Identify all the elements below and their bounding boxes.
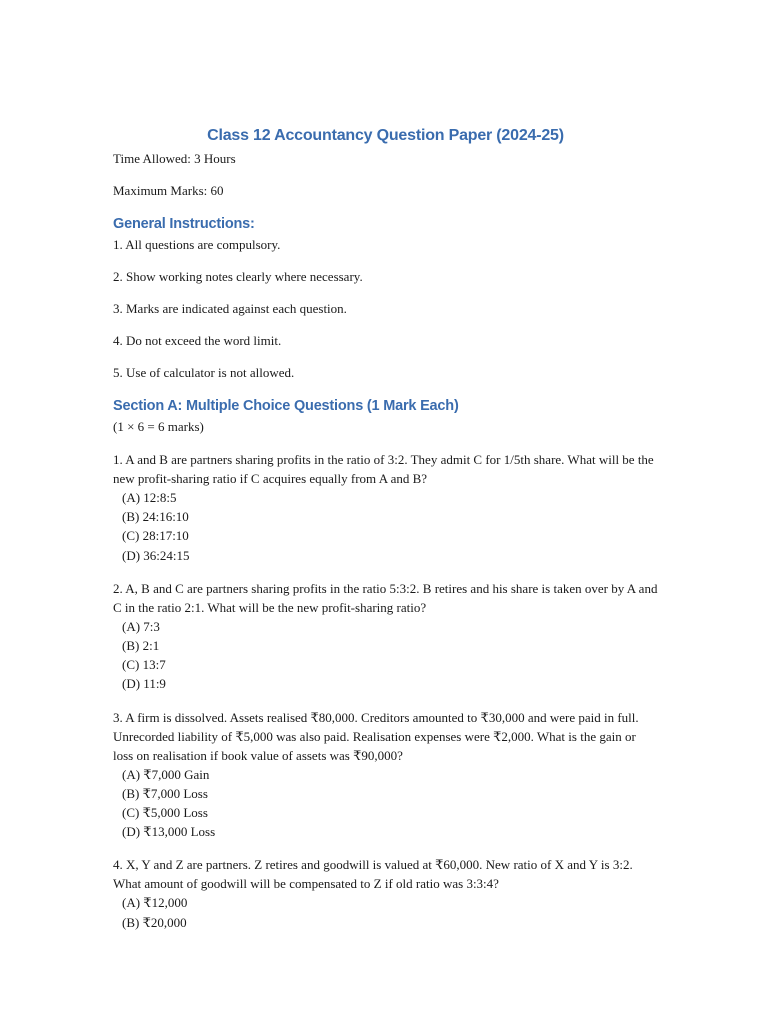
option-c: (C) 13:7 [122, 657, 166, 673]
options-list [113, 488, 658, 565]
maximum-marks: Maximum Marks: 60 [113, 183, 224, 198]
question-text: 4. X, Y and Z are partners. Z retires and goodwill is valued at ₹60,000. New ratio of X and Y is 3:2. What amount of goodwill will be compensated to Z if old ratio was 3:3:4? [113, 857, 633, 892]
question-4 [113, 855, 658, 931]
option-b: (B) 2:1 [122, 638, 160, 654]
option-a: (A) 12:8:5 [122, 490, 177, 505]
options-list [113, 617, 658, 694]
question-text: 2. A, B and C are partners sharing profits in the ratio 5:3:2. B retires and his share is taken over by A and C in the ratio 2:1. What will be the new profit-sharing ratio? [113, 580, 658, 615]
general-instructions-heading: General Instructions: [113, 216, 255, 232]
option-a: (A) ₹7,000 Gain [122, 766, 210, 782]
instruction-item: 5. Use of calculator is not allowed. [113, 365, 295, 380]
options-list [113, 893, 658, 931]
option-d: (D) 36:24:15 [122, 547, 190, 563]
option-b: (B) ₹7,000 Loss [122, 785, 208, 801]
question-text: 1. A and B are partners sharing profits in the ratio of 3:2. They admit C for 1/5th share. What will be the new profit-sharing ratio if C acquires equally from A and B? [113, 452, 654, 486]
option-c: (C) ₹5,000 Loss [122, 805, 208, 821]
question-2 [113, 579, 658, 694]
question-3 [113, 708, 658, 842]
option-d: (D) ₹13,000 Loss [122, 824, 216, 840]
instructions-list [113, 236, 658, 382]
option-b: (B) ₹20,000 [122, 914, 187, 930]
time-allowed: Time Allowed: 3 Hours [113, 151, 236, 166]
option-d: (D) 11:9 [122, 676, 166, 692]
section-a-marks: (1 × 6 = 6 marks) [113, 419, 204, 434]
paper-title: Class 12 Accountancy Question Paper (2024-25) [207, 127, 564, 144]
instruction-item: 1. All questions are compulsory. [113, 237, 281, 252]
section-a-heading: Section A: Multiple Choice Questions (1 Mark Each) [113, 398, 459, 414]
option-c: (C) 28:17:10 [122, 528, 189, 544]
option-a: (A) 7:3 [122, 618, 160, 634]
question-paper [113, 124, 658, 932]
instruction-item: 2. Show working notes clearly where necessary. [113, 269, 363, 284]
option-a: (A) ₹12,000 [122, 895, 188, 911]
question-text: 3. A firm is dissolved. Assets realised ₹80,000. Creditors amounted to ₹30,000 and were paid in full. Unrecorded liability of ₹5,000 was also paid. Realisation expenses were ₹2,000. What is the gain or loss on realisation if book value of assets was ₹90,000? [113, 709, 639, 763]
instruction-item: 4. Do not exceed the word limit. [113, 333, 282, 348]
option-b: (B) 24:16:10 [122, 509, 189, 525]
question-1 [113, 450, 658, 565]
options-list [113, 765, 658, 842]
instruction-item: 3. Marks are indicated against each question. [113, 301, 347, 316]
